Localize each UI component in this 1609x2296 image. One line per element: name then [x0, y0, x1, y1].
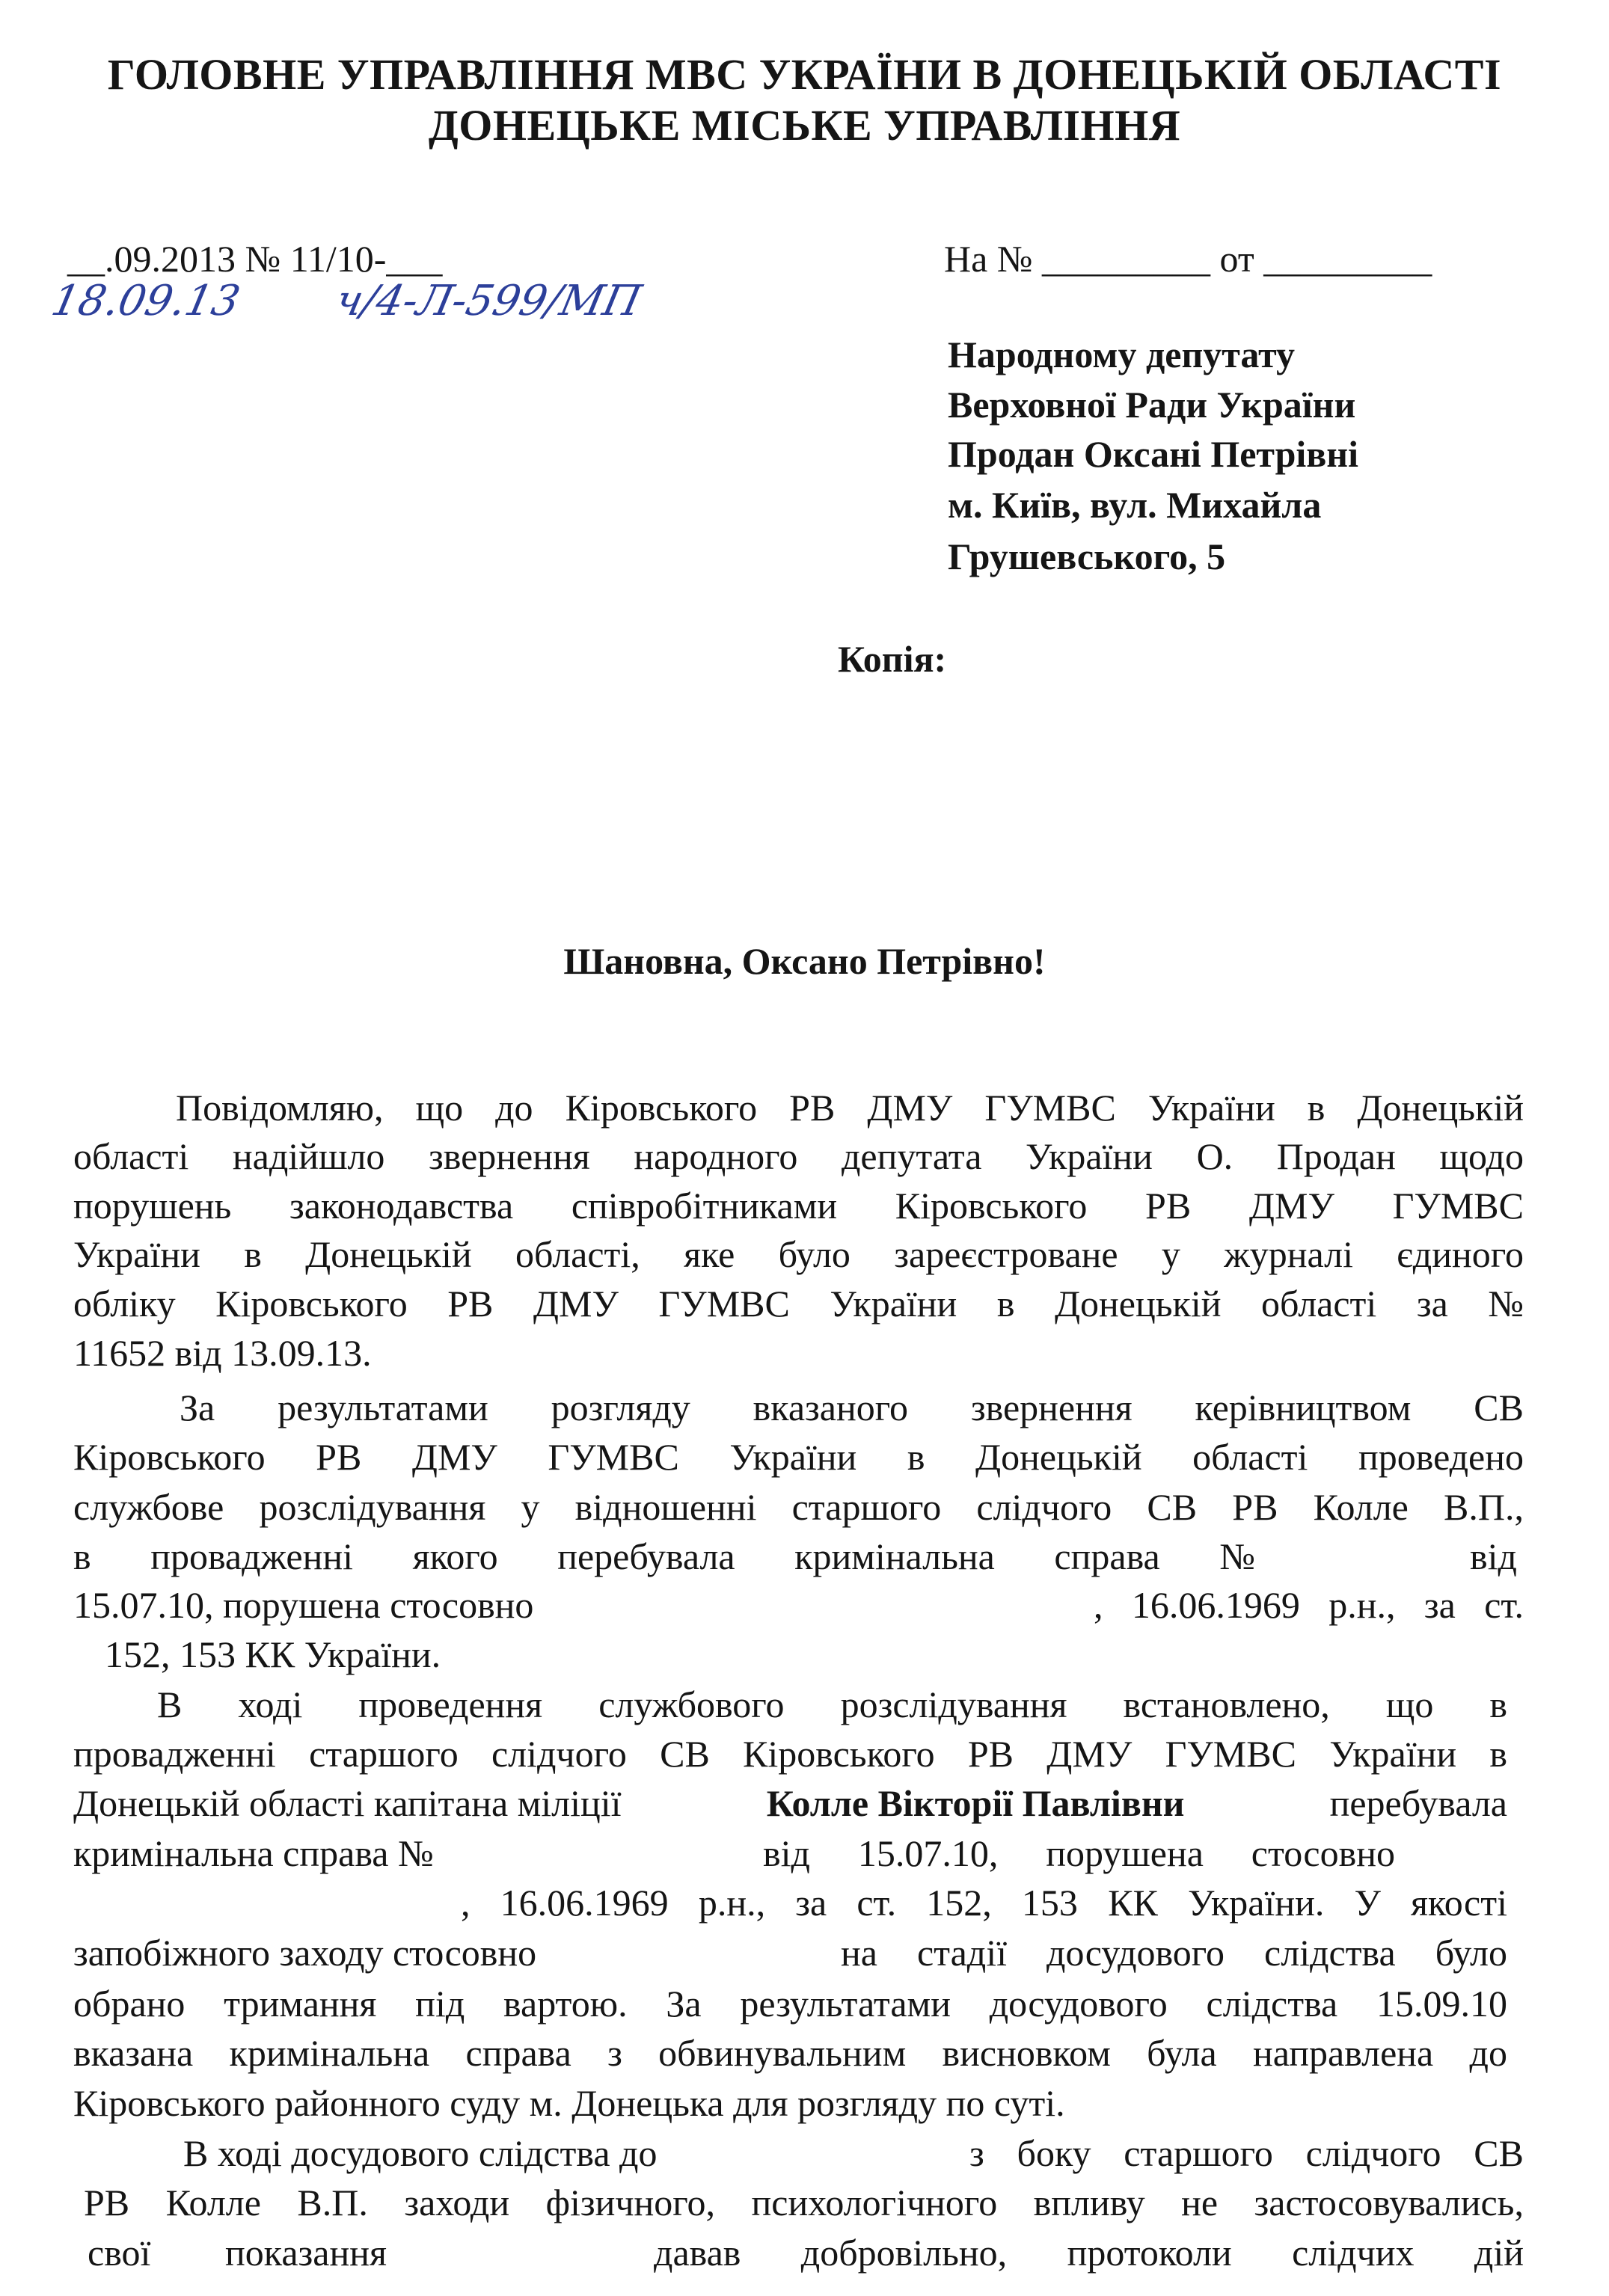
body-line: від [1470, 1535, 1517, 1577]
letterhead-line-2: ДОНЕЦЬКЕ МІСЬКЕ УПРАВЛІННЯ [428, 101, 1181, 150]
body-line: службове розслідування у відношенні старшого слідчого СВ РВ Колле В.П., [73, 1486, 1524, 1528]
body-line: на стадії досудового слідства було [841, 1932, 1507, 1974]
handwritten-registration-number: ч/4-Л-599/МП [331, 277, 646, 325]
reference-number: На № _________ от _________ [944, 238, 1432, 280]
body-line: області надійшло звернення народного депутата України О. Продан щодо [73, 1135, 1524, 1177]
body-line: вказана кримінальна справа з обвинувальним висновком була направлена до [73, 2032, 1507, 2074]
letterhead-line-1: ГОЛОВНЕ УПРАВЛІННЯ МВС УКРАЇНИ В ДОНЕЦЬКІЙ ОБЛАСТІ [107, 50, 1502, 99]
body-text: перебувала [1329, 1782, 1507, 1824]
officer-name: Колле Вікторії Павлівни [766, 1782, 1185, 1824]
body-line: порушень законодавства співробітниками Кіровського РВ ДМУ ГУМВС [73, 1185, 1524, 1227]
body-line: України в Донецькій області, яке було зареєстроване у журналі єдиного [73, 1233, 1524, 1275]
body-line: 11652 від 13.09.13. [73, 1332, 372, 1374]
body-line: РВ Колле В.П. заходи фізичного, психологічного впливу не застосовувались, [84, 2182, 1524, 2223]
body-line: В ході проведення службового розслідування встановлено, що в [157, 1683, 1507, 1725]
addressee-line: Грушевського, 5 [948, 535, 1226, 577]
copy-label: Копія: [838, 638, 947, 680]
body-line: обрано тримання під вартою. За результатами досудового слідства 15.09.10 [73, 1983, 1507, 2025]
body-line: давав добровільно, протоколи слідчих дій [654, 2232, 1524, 2274]
body-line: 152, 153 КК України. [105, 1633, 441, 1675]
body-line [73, 1778, 1507, 1828]
body-line: 15.07.10, порушена стосовно [73, 1584, 534, 1626]
addressee-line: Верховної Ради України [948, 384, 1356, 426]
salutation: Шановна, Оксано Петрівно! [563, 940, 1046, 982]
body-line: від 15.07.10, порушена стосовно [763, 1832, 1395, 1874]
body-line: , 16.06.1969 р.н., за ст. [1094, 1584, 1524, 1626]
body-line: Повідомляю, що до Кіровського РВ ДМУ ГУМВС України в Донецькій [176, 1087, 1524, 1129]
body-line: Кіровського РВ ДМУ ГУМВС України в Донецькій області проведено [73, 1436, 1524, 1478]
body-line: , 16.06.1969 р.н., за ст. 152, 153 КК України. У якості [461, 1882, 1507, 1924]
body-line: запобіжного заходу стосовно [73, 1932, 537, 1974]
outgoing-number: __.09.2013 № 11/10-___ [67, 238, 443, 280]
body-line: з боку старшого слідчого СВ [969, 2132, 1524, 2174]
body-line: свої показання [88, 2232, 387, 2274]
addressee-line: м. Київ, вул. Михайла [948, 484, 1322, 526]
body-text: Донецькій області капітана міліції [73, 1782, 622, 1824]
addressee-line: Продан Оксані Петрівні [948, 433, 1358, 475]
body-line: В ході досудового слідства до [183, 2132, 658, 2174]
body-line: кримінальна справа № [73, 1832, 434, 1874]
body-line: обліку Кіровського РВ ДМУ ГУМВС України в Донецькій області за № [73, 1283, 1524, 1325]
body-line: провадженні старшого слідчого СВ Кіровського РВ ДМУ ГУМВС України в [73, 1733, 1507, 1775]
body-line: в провадженні якого перебувала кримінальна справа № [73, 1535, 1255, 1577]
handwritten-date: 18.09.13 [47, 277, 245, 325]
body-line: Кіровського районного суду м. Донецька для розгляду по суті. [73, 2082, 1065, 2124]
body-line: За результатами розгляду вказаного звернення керівництвом СВ [180, 1387, 1524, 1428]
addressee-line: Народному депутату [948, 334, 1296, 375]
